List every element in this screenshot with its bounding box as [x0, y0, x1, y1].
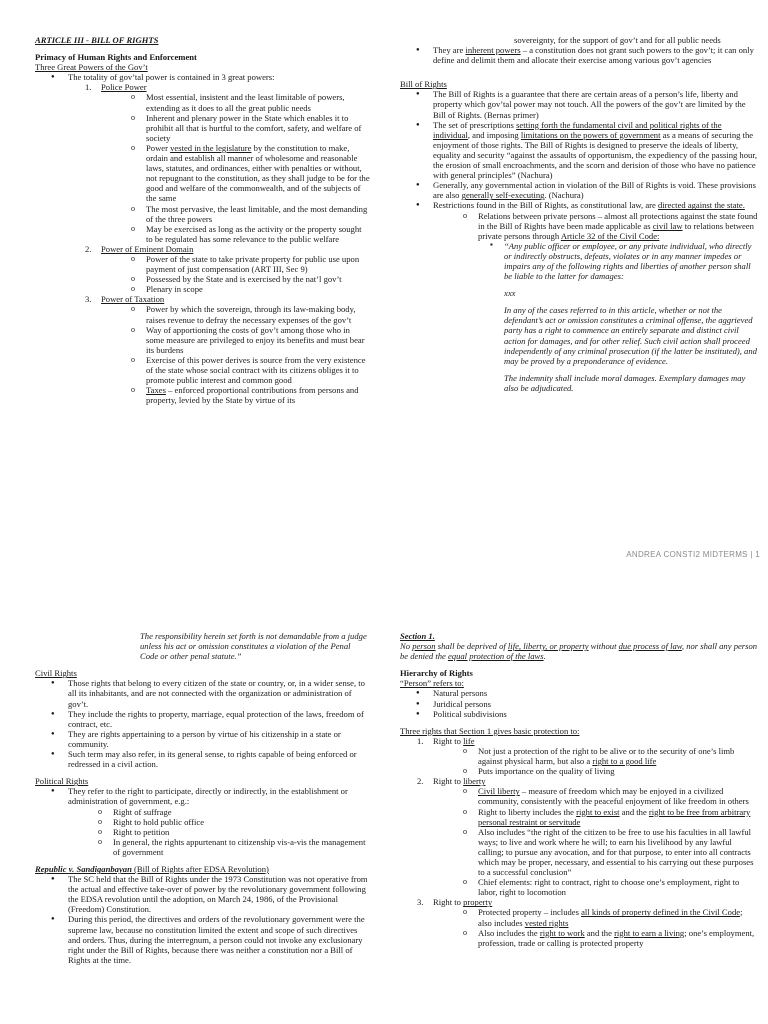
list-item: o Power of the state to take private property for public use upon payment of just compensation (ART III, Sec 9)	[146, 254, 370, 274]
case-title: Republic v. Sandiganbayan	[35, 863, 132, 874]
list-item: o Taxes – enforced proportional contributions from persons and property, levied by the State by virtue of its	[146, 385, 370, 405]
list-item: ● They include the rights to property, marriage, equal protection of the laws, freedom of contract, etc.	[68, 709, 370, 729]
list-item: o Inherent and plenary power in the State which enables it to prohibit all that is hurtful to the comfort, safety, and welfare of society	[146, 113, 370, 143]
list-item: o Protected property – includes all kinds of property defined in the Civil Code; also includes vested rights	[478, 907, 758, 927]
person-list	[400, 688, 758, 718]
list-item: ● They refer to the right to participate, directly or indirectly, in the establishment or administration of government, e.g.: o Right of suffrage o Right to hold public office o Right to petition o In general, the rights appurtenant to citizenship vis-a-vis the management of government	[68, 786, 370, 857]
list-item: o Puts importance on the quality of living	[478, 766, 758, 776]
article-32-quote: ▪ “Any public officer or employee, or any private individual, who directly or indirectly obstructs, defeats, violates or in any manner impedes or impairs any of the following rights and liberties of another person shall be liable to the latter for damages: xxx In any of the cases referred to in this article, whether or not the defendant’s act or omission constitutes a criminal offense, the aggrieved party has a right to commence an entirely separate and distinct civil action for damages, and for other relief. Such civil action shall proceed independently of any criminal prosecution (if the latter be instituted), and may be proved by a preponderance of evidence. The indemnity shall include moral damages. Exemplary damages may also be adjudicated.	[504, 241, 758, 393]
list-item: ● Those rights that belong to every citizen of the state or country, or, in a wider sense, to all its inhabitants, and are not connected with the organization or administration of gov’t.	[68, 678, 370, 708]
list-item: ● Generally, any governmental action in violation of the Bill of Rights is void. These provisions are also generally self-executing. (Nachura)	[433, 180, 758, 200]
article-title: ARTICLE III - BILL OF RIGHTS	[35, 35, 159, 45]
list-item: o Plenary in scope	[146, 284, 370, 294]
section-1-title: Section 1.	[400, 631, 435, 641]
three-rights-label: Three rights that Section 1 gives basic protection to:	[400, 725, 580, 736]
political-rights-heading: Political Rights	[35, 776, 89, 787]
continued-text: sovereignty, for the support of gov’t and for all public needs	[514, 35, 721, 45]
list-item: ● Juridical persons	[433, 699, 758, 709]
page1-left-column	[35, 35, 370, 405]
civil-rights-heading: Civil Rights	[35, 668, 77, 679]
list-item: o Also includes the right to work and the right to earn a living; one’s employment, profession, trade or calling is protected property	[478, 928, 758, 948]
political-rights-list	[35, 786, 370, 857]
list-item: o Power vested in the legislature by the constitution to make, ordain and establish all manner of wholesome and reasonable laws, statutes, and ordinances, either with penalties or without, not repugnant to the constitution, as they shall judge to be for the good and welfare of the commonwealth, and of the subjects of the same	[146, 143, 370, 204]
page1-right-column	[400, 35, 758, 393]
list-item	[68, 72, 370, 405]
list-item: o Right to hold public office	[113, 817, 370, 827]
case-list	[35, 874, 370, 965]
power-taxation: 3. Power of Taxation o Power by which the sovereign, through its law-making body, raises revenue to defray the necessary expenses of the gov’t o Way of apportioning the costs of gov’t among those who in some measure are privileged to enjoy its benefits and must bear its burdens o Exercise of this power derives is source from the very existence of the state whose social contract with its citizens obliges it to promote public interest and common good o Taxes – enforced proportional contributions from persons and property, levied by the State by virtue of its	[101, 294, 370, 405]
power-eminent-domain: 2. Power of Eminent Domain o Power of the state to take private property for public use upon payment of just compensation (ART III, Sec 9) o Possessed by the State and is exercised by the nat’l gov’t o Plenary in scope	[101, 244, 370, 294]
page2-right-column	[400, 631, 758, 948]
page2-left-column	[35, 631, 370, 965]
person-refers-label: “Person” refers to:	[400, 678, 464, 689]
page-footer: ANDREA CONSTI2 MIDTERMS | 1	[626, 550, 760, 559]
power-label: Power of Taxation	[101, 294, 165, 305]
list-item: ● Restrictions found in the Bill of Rights, as constitutional law, are directed against the state. o Relations between private persons – almost all protections against the state found in the Bill of Rights have been made applicable as civil law to relations between private persons through Article 32 of the Civil Code: ▪ “Any public officer or employee, or any private individual, who directly or indirectly obstructs, defeats, violates or in any manner impedes or impairs any of the following rights and liberties of another person shall be liable to the latter for damages: xxx In any of the cases referred to in this article, whether or not the defendant’s act or omission constitutes a criminal offense, the aggrieved party has a right to commence an entirely separate and distinct civil action for damages, and for other relief. Such civil action shall proceed independently of any criminal prosecution (if the latter be instituted), and may be proved by a preponderance of evidence. The indemnity shall include moral damages. Exemplary damages may also be adjudicated.	[433, 200, 758, 393]
document-page-2	[0, 627, 768, 1024]
list-item: ● During this period, the directives and orders of the revolutionary government were the supreme law, because no constitution limited the extent and scope of such directives and orders. Thus, during the interregnum, a person could not invoke any exclusionary right under the Bill of Rights, because there was neither a constitution nor a Bill of Rights at the time.	[68, 914, 370, 964]
case-heading: Republic v. Sandiganbayan (Bill of Rights after EDSA Revolution)	[35, 863, 269, 874]
right-to-property: 3. Right to property o Protected property – includes all kinds of property defined in the Civil Code; also includes vested rights o Also includes the right to work and the right to earn a living; one’s employment, profession, trade or calling is protected property	[433, 897, 758, 947]
list-item: o Relations between private persons – almost all protections against the state found in the Bill of Rights have been made applicable as civil law to relations between private persons through Article 32 of the Civil Code: ▪ “Any public officer or employee, or any private individual, who directly or indirectly obstructs, defeats, violates or in any manner impedes or impairs any of the following rights and liberties of another person shall be liable to the latter for damages: xxx In any of the cases referred to in this article, whether or not the defendant’s act or omission constitutes a criminal offense, the aggrieved party has a right to commence an entirely separate and distinct civil action for damages, and for other relief. Such civil action shall proceed independently of any criminal prosecution (if the latter be instituted), and may be proved by a preponderance of evidence. The indemnity shall include moral damages. Exemplary damages may also be adjudicated.	[478, 211, 758, 394]
list-item: ● The Bill of Rights is a guarantee that there are certain areas of a person’s life, liberty and property which gov’tal power may not touch. All the powers of the gov’t are limited by the Bill of Rights. (Bernas primer)	[433, 89, 758, 119]
list-item: o Civil liberty – measure of freedom which may be enjoyed in a civilized community, consistently with the peaceful enjoyment of like freedom in others	[478, 786, 758, 806]
list-item: o Right to petition	[113, 827, 370, 837]
list-item: ● The SC held that the Bill of Rights under the 1973 Constitution was not operative from the actual and effective take-over of power by the revolutionary government following the EDSA revolution until the adoption, on March 24, 1986, of the Provisional (Freedom) Constitution.	[68, 874, 370, 914]
list-item: o Chief elements: right to contract, right to choose one’s employment, right to labor, right to locomotion	[478, 877, 758, 897]
bill-of-rights-list	[400, 89, 758, 393]
list-item: ● They are inherent powers – a constitution does not grant such powers to the gov’t; it can only define and delimit them and allocate their exercise among various gov’t agencies	[433, 45, 758, 65]
list-item: ● Natural persons	[433, 688, 758, 698]
hierarchy-heading: Hierarchy of Rights	[400, 668, 473, 679]
subheading-three-powers: Three Great Powers of the Gov’t	[35, 62, 148, 73]
list-item: ● Political subdivisions	[433, 709, 758, 719]
list-item: o In general, the rights appurtenant to citizenship vis-a-vis the management of government	[113, 837, 370, 857]
list-item: o Right to liberty includes the right to exist and the right to be free from arbitrary personal restraint or servitude	[478, 807, 758, 827]
three-rights-list	[400, 736, 758, 948]
powers-intro: The totality of gov’tal power is contained in 3 great powers:	[68, 72, 275, 83]
list-item: o Not just a protection of the right to be alive or to the security of one’s limb against physical harm, but also a right to a good life	[478, 746, 758, 766]
page-gap	[0, 572, 768, 627]
list-item: o Most essential, insistent and the least limitable of powers, extending as it does to all the great public needs	[146, 92, 370, 112]
list-item: o Possessed by the State and is exercised by the nat’l gov’t	[146, 274, 370, 284]
power-label: Power of Eminent Domain	[101, 243, 194, 254]
list-item: ● They are rights appertaining to a person by virtue of his citizenship in a state or community.	[68, 729, 370, 749]
list-item: o Way of apportioning the costs of gov’t among those who in some measure are privileged to enjoy its benefits and must bear its burdens	[146, 325, 370, 355]
civil-rights-list	[35, 678, 370, 769]
right-to-liberty: 2. Right to liberty o Civil liberty – measure of freedom which may be enjoyed in a civilized community, consistently with the peaceful enjoyment of like freedom in others o Right to liberty includes the right to exist and the right to be free from arbitrary personal restraint or servitude o Also includes “the right of the citizen to be free to use his faculties in all lawful ways; to live and work where he will; to earn his livelihood by any lawful calling; to pursue any avocation, and for that purpose, to enter into all contracts which may be proper, necessary, and essential to his carrying out these purposes to a successful conclusion” o Chief elements: right to contract, right to choose one’s employment, right to labor, right to locomotion	[433, 776, 758, 897]
right-to-life: 1. Right to life o Not just a protection of the right to be alive or to the security of one’s limb against physical harm, but also a right to a good life o Puts importance on the quality of living	[433, 736, 758, 776]
bill-of-rights-heading: Bill of Rights	[400, 79, 447, 90]
list-item: o May be exercised as long as the activity or the property sought to be regulated has some relevance to the public welfare	[146, 224, 370, 244]
section-heading-primacy: Primacy of Human Rights and Enforcement	[35, 52, 197, 63]
list-item: ● The set of prescriptions setting forth the fundamental civil and political rights of the individual, and imposing limitations on the powers of government as a means of securing the enjoyment of those rights. The Bill of Rights is designed to preserve the ideals of liberty, equality and security “against the assaults of opportunism, the expediency of the passing hour, the erosion of small encroachments, and the scorn and derision of those who have no patience with general principles” (Nachura)	[433, 120, 758, 181]
powers-list	[35, 72, 370, 405]
section-1-text: No person shall be deprived of life, liberty, or property without due process of law, nor shall any person be denied the equal protection of the laws.	[400, 641, 758, 662]
list-item: o Also includes “the right of the citizen to be free to use his faculties in all lawful ways; to live and work where he will; to earn his livelihood by any lawful calling; to pursue any avocation, and for that purpose, to enter into all contracts which may be proper, necessary, and essential to his carrying out these purposes to a successful conclusion”	[478, 827, 758, 877]
list-item: o Exercise of this power derives is source from the very existence of the state whose social contract with its citizens obliges it to promote public interest and common good	[146, 355, 370, 385]
power-label: Police Power	[101, 82, 147, 93]
list-item: o Right of suffrage	[113, 807, 370, 817]
quote-continuation: The responsibility herein set forth is not demandable from a judge unless his act or omission constitutes a violation of the Penal Code or other penal statute.”	[140, 631, 367, 662]
list-item: o The most pervasive, the least limitable, and the most demanding of the three powers	[146, 204, 370, 224]
power-police: 1. Police Power o Most essential, insistent and the least limitable of powers, extending as it does to all the great public needs o Inherent and plenary power in the State which enables it to prohibit all that is hurtful to the comfort, safety, and welfare of society o Power vested in the legislature by the constitution to make, ordain and establish all manner of wholesome and reasonable laws, statutes, and ordinances, either with penalties or without, not repugnant to the constitution, as they shall judge to be for the good and welfare of the commonwealth, and of the subjects of the same o The most pervasive, the least limitable, and the most demanding of the three powers o May be exercised as long as the activity or the property sought to be regulated has some relevance to the public welfare	[101, 82, 370, 244]
powers-numbered-list	[68, 82, 370, 405]
list-item: ● Such term may also refer, in its general sense, to rights capable of being enforced or redressed in a civil action.	[68, 749, 370, 769]
list-item: o Power by which the sovereign, through its law-making body, raises revenue to defray the necessary expenses of the gov’t	[146, 304, 370, 324]
